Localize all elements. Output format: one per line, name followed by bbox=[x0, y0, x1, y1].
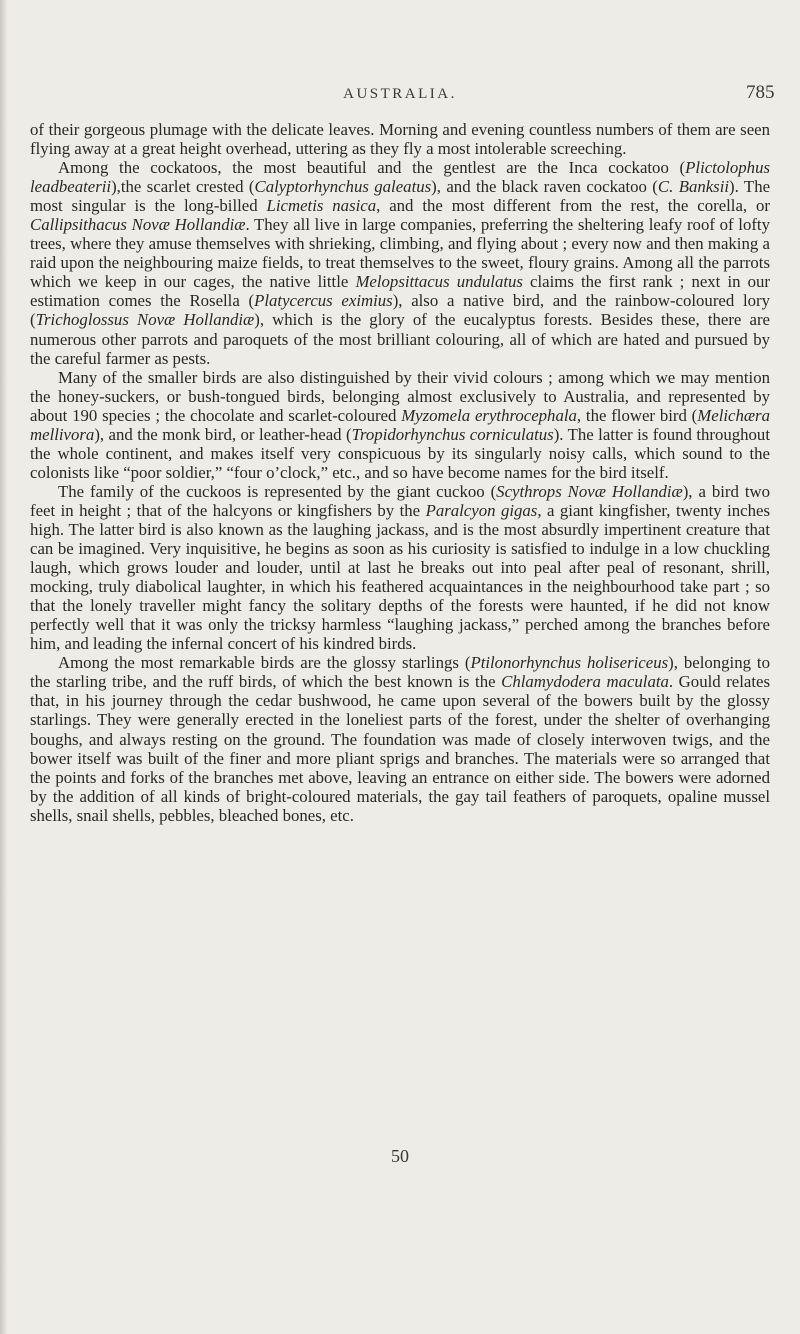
species-name: Melichæra mellivora bbox=[30, 405, 770, 444]
text-run: The family of the cuckoos is represented by the giant cuckoo ( bbox=[58, 481, 497, 501]
text-run: ). The latter is found throughout the whole continent, and makes itself very conspicuous by its singularly noisy calls, which sound to the colonists like “poor soldier,” “four o’clock,” etc., and so have become names for the bird itself. bbox=[30, 424, 770, 482]
paragraph bbox=[30, 120, 770, 158]
signature-mark: 50 bbox=[391, 1146, 409, 1166]
page-binding-edge bbox=[0, 0, 8, 1334]
species-name: C. Banksii bbox=[657, 177, 730, 197]
text-run: ), also a native bird, and the rainbow-coloured lory ( bbox=[30, 291, 771, 330]
text-run: , a giant kingfisher, twenty inches high. The latter bird is also known as the laughing jackass, and is the most absurdly impertinent creature that can be imagined. Very inquisitive, he begins as soon as his curiosity is satisfied to indulge in a low chuckling laugh, which grows louder and louder, until at last he breaks out into peal after peal of resonant, shrill, mocking, truly diabolical laughter, in which his feathered acquaintances in the neighbourhood take part ; so that the lonely traveller might fancy the solitary depths of the forests were haunted, if he did not know perfectly well that it was only the tricksy harmless “laughing jackass,” perched among the branches before him, and leading the infernal concert of his kindred birds. bbox=[30, 500, 770, 654]
species-name: Melopsittacus undulatus bbox=[355, 272, 523, 292]
species-name: Platycercus eximius bbox=[254, 291, 393, 311]
species-name: Scythrops Novæ Hollandiæ bbox=[496, 481, 683, 501]
species-name: Paralcyon gigas bbox=[425, 500, 538, 520]
species-name: Plictolophus leadbeaterii bbox=[30, 158, 770, 197]
paragraph bbox=[30, 368, 770, 482]
text-run: , and the most different from the rest, the corella, or bbox=[376, 196, 770, 216]
text-run: Among the cockatoos, the most beautiful and the gentlest are the Inca cockatoo ( bbox=[58, 158, 686, 178]
text-run: ), which is the glory of the eucalyptus forests. Besides these, there are numerous other parrots and paroquets of the most brilliant colouring, all of which are hated and pursued by the careful farmer as pests. bbox=[30, 310, 770, 368]
body-text bbox=[30, 120, 770, 825]
species-name: Callipsithacus Novæ Hollandiæ bbox=[30, 215, 246, 235]
text-run: , the flower bird ( bbox=[576, 405, 698, 425]
species-name: Licmetis nasica bbox=[266, 196, 377, 216]
paragraph bbox=[30, 482, 770, 653]
species-name: Trichoglossus Novæ Hollandiæ bbox=[35, 310, 255, 330]
text-run: of their gorgeous plumage with the delicate leaves. Morning and evening countless numbers of them are seen flying away at a great height overhead, uttering as they fly a most intolerable screeching. bbox=[30, 120, 770, 159]
text-run: ), a bird two feet in height ; that of the halcyons or kingfishers by the bbox=[30, 481, 770, 520]
text-run: Among the most remarkable birds are the glossy starlings ( bbox=[58, 653, 471, 673]
paragraph bbox=[30, 158, 770, 368]
text-run: claims the first rank ; next in our estimation comes the Rosella ( bbox=[30, 272, 770, 311]
text-run: ). The most singular is the long-billed bbox=[30, 177, 771, 216]
species-name: Ptilonorhynchus holisericeus bbox=[470, 653, 669, 673]
running-head bbox=[0, 82, 800, 112]
species-name: Myzomela erythrocephala bbox=[401, 405, 577, 425]
text-run: . They all live in large companies, preferring the sheltering leafy roof of lofty trees, where they amuse themselves with shrieking, climbing, and flying about ; every now and then making a raid upon the neighbouring maize fields, to treat themselves to the sweet, floury grains. Among all the parrots which we keep in our cages, the native little bbox=[30, 215, 770, 292]
text-run: . Gould relates that, in his journey through the cedar bushwood, he came upon several of the bowers built by the glossy starlings. They were generally erected in the loneliest parts of the forest, under the shelter of overhanging boughs, and always resting on the ground. The foundation was made of closely interwoven twigs, and the bower itself was built of the finer and more pliant sprigs and branches. The materials were so arranged that the points and forks of the branches met above, leaving an entrance on either side. The bowers were adorned by the addition of all kinds of bright-coloured materials, the gay tail feathers of paroquets, opaline mussel shells, snail shells, pebbles, bleached bones, etc. bbox=[30, 672, 770, 825]
species-name: Tropidorhynchus corniculatus bbox=[351, 424, 554, 444]
text-run: Many of the smaller birds are also distinguished by their vivid colours ; among which we may mention the honey-suckers, or bush-tongued birds, belonging almost exclusively to Australia, and represented by about 190 species ; the chocolate and scarlet-coloured bbox=[30, 367, 770, 425]
text-run: ), and the black raven cockatoo ( bbox=[431, 177, 658, 197]
running-title: AUSTRALIA. bbox=[343, 86, 457, 102]
paragraph bbox=[30, 653, 770, 824]
text-run: ),the scarlet crested ( bbox=[111, 177, 255, 197]
text-run: ), and the monk bird, or leather-head ( bbox=[94, 424, 352, 444]
page-number: 785 bbox=[746, 82, 775, 103]
text-run: ), belonging to the starling tribe, and the ruff birds, of which the best known is the bbox=[30, 653, 770, 692]
species-name: Calyptorhynchus galeatus bbox=[254, 177, 432, 197]
species-name: Chlamydodera maculata bbox=[501, 672, 669, 692]
